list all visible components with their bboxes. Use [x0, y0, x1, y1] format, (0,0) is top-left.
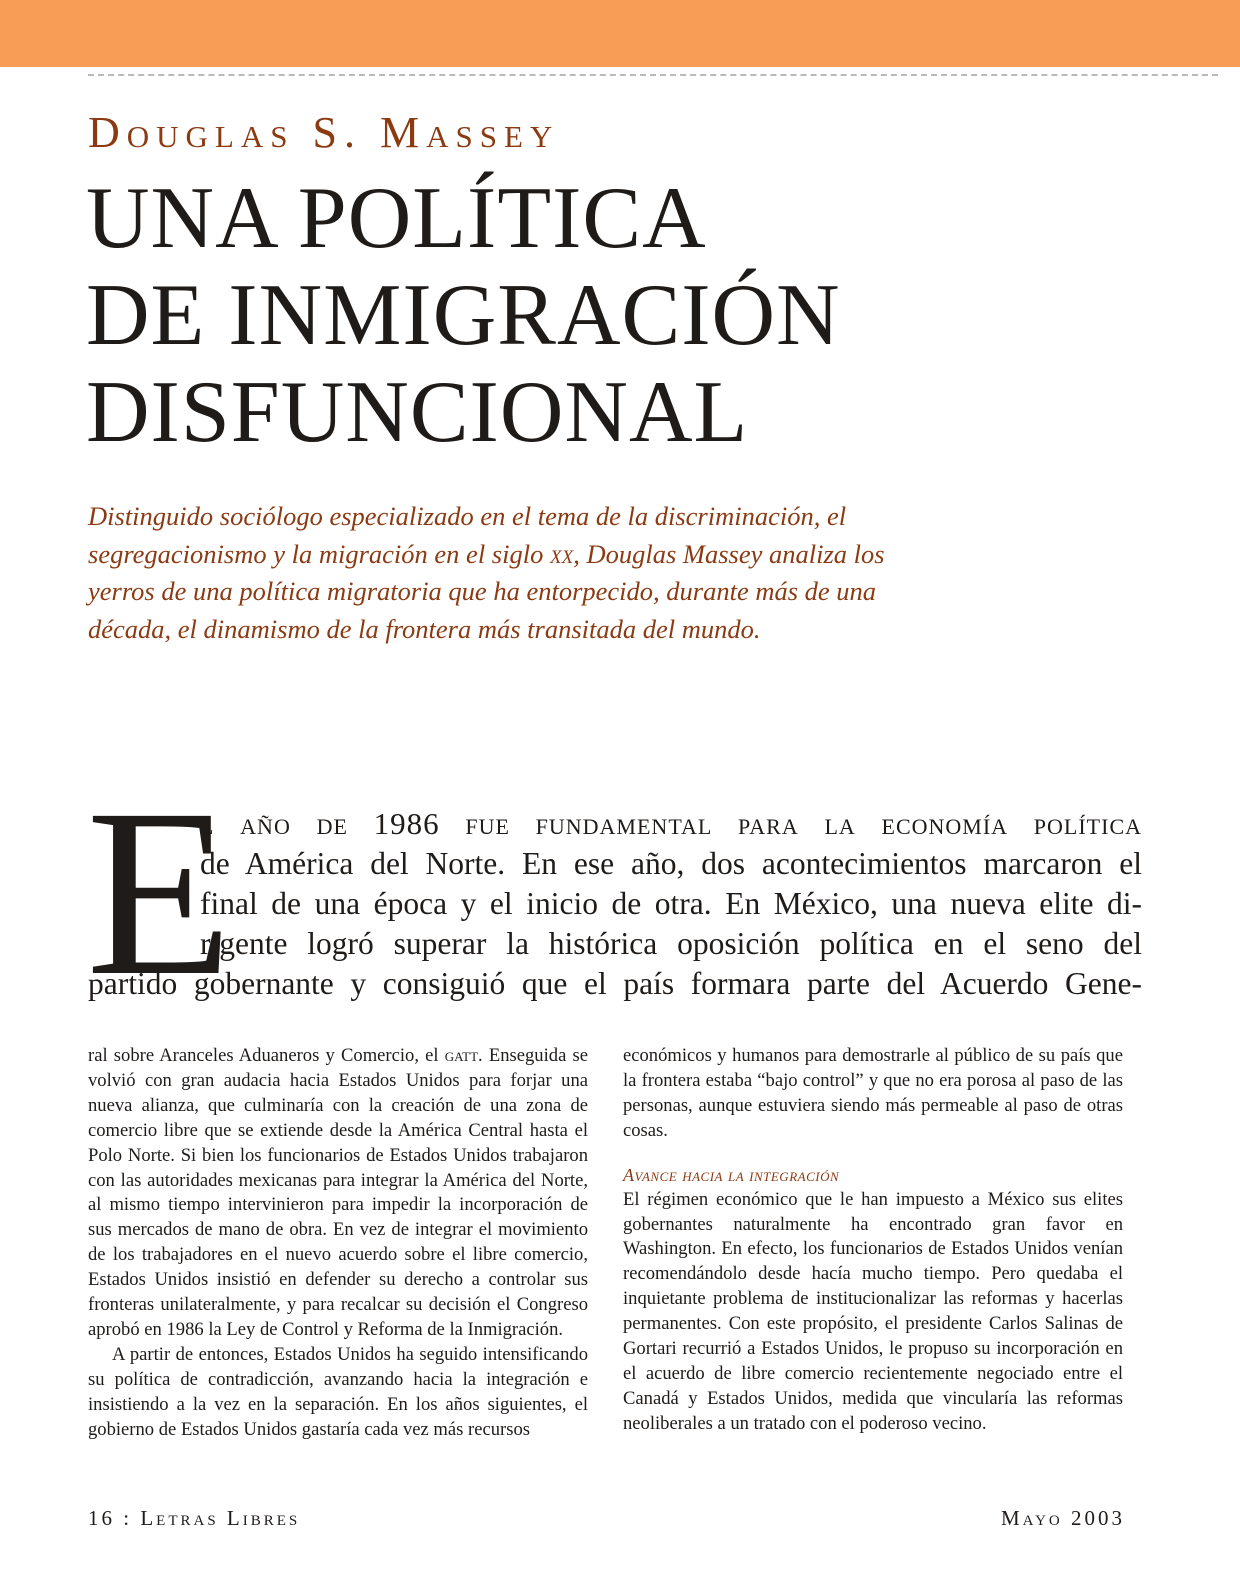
- title-line-1: UNA POLÍTICA: [86, 170, 707, 267]
- author-name: Douglas S. Massey: [88, 108, 560, 157]
- lead-line-5: partido gobernante y consiguió que el país formara parte del Acuerdo Gene-: [88, 966, 1142, 1001]
- right-paragraph-2: El régimen económico que le han impuesto a México sus elites gobernantes naturalmente ha encontrado gran favor en Washington. En efecto, los funcionarios de Estados Unidos venían recomendándolo desde hacía mucho tiempo. Pero quedaba el inquietante problema de institucionalizar las reformas y hacerlas permanentes. Con este propósito, el presidente Carlos Salinas de Gortari recurrió a Estados Unidos, le propuso su incorporación en el acuerdo de libre comercio recientemente negociado entre el Canadá y Estados Unidos, medida que vincularía las reformas neoliberales a un tratado con el poderoso vecino.: [623, 1188, 1123, 1434]
- article-title: [86, 170, 841, 461]
- footer-folio: 16 : Letras Libres: [88, 1506, 301, 1530]
- gatt-acronym: gatt: [444, 1045, 479, 1066]
- deck-text-1: Distinguido sociólogo especializado en el tema de la discriminación, el segregacionismo y la migración en el siglo: [88, 501, 847, 569]
- drop-cap: E: [86, 759, 233, 1025]
- lead-line-1: l año de 1986 fue fundamental para la economía política: [200, 806, 1142, 841]
- left-p1-text-b: . Enseguida se volvió con gran audacia hacia Estados Unidos para forjar una nueva alianza, que culminaría con la creación de una zona de comercio libre que se extiende desde la América Central hasta el Polo Norte. Si bien los funcionarios de Estados Unidos trabajaron con las autoridades mexicanas para integrar la América del Norte, al mismo tiempo intervinieron para impedir la incorporación de sus mercados de mano de obra. En vez de integrar el movimiento de los trabajadores en el nuevo acuerdo sobre el libre comercio, Estados Unidos insistió en defender su derecho a controlar sus fronteras unilateralmente, y para recalcar su decisión el Congreso aprobó en 1986 la Ley de Control y Reforma de la Inmigración.: [88, 1045, 589, 1340]
- top-color-band: [0, 0, 1240, 67]
- body-column-left: [88, 1044, 588, 1443]
- footer-date: Mayo 2003: [1000, 1506, 1125, 1530]
- body-column-right: [623, 1044, 1123, 1437]
- article-deck: [88, 498, 888, 648]
- left-paragraph-2: A partir de entonces, Estados Unidos ha seguido intensificando su política de contradicción, avanzando hacia la integración e insistiendo a la vez en la separación. En los años siguientes, el gobierno de Estados Unidos gastaría cada vez más recursos: [88, 1343, 588, 1440]
- dashed-divider: [88, 74, 1218, 76]
- right-paragraph-1: económicos y humanos para demostrarle al público de su país que la frontera estaba “bajo control” y que no era porosa al paso de las personas, aunque estuviera siendo más permeable al paso de otras cosas.: [623, 1045, 1123, 1141]
- section-subhead: Avance hacia la integración: [623, 1164, 840, 1185]
- left-p1-text-a: ral sobre Aranceles Aduaneros y Comercio, el: [88, 1045, 445, 1066]
- deck-text-2: , Douglas Massey analiza los yerros de una política migratoria que ha entorpecido, durante más de una década, el dinamismo de la frontera más transitada del mundo.: [88, 538, 885, 644]
- left-paragraph-1: [88, 1044, 588, 1343]
- lead-line-3: final de una época y el inicio de otra. En México, una nueva elite di-: [200, 886, 1142, 921]
- title-line-3: DISFUNCIONAL: [86, 364, 749, 461]
- lead-line-2: de América del Norte. En ese año, dos acontecimientos marcaron el: [200, 846, 1142, 881]
- lead-line-4: rigente logró superar la histórica oposición política en el seno del: [200, 926, 1142, 961]
- title-line-2: DE INMIGRACIÓN: [86, 267, 841, 364]
- deck-century: xx: [549, 538, 574, 569]
